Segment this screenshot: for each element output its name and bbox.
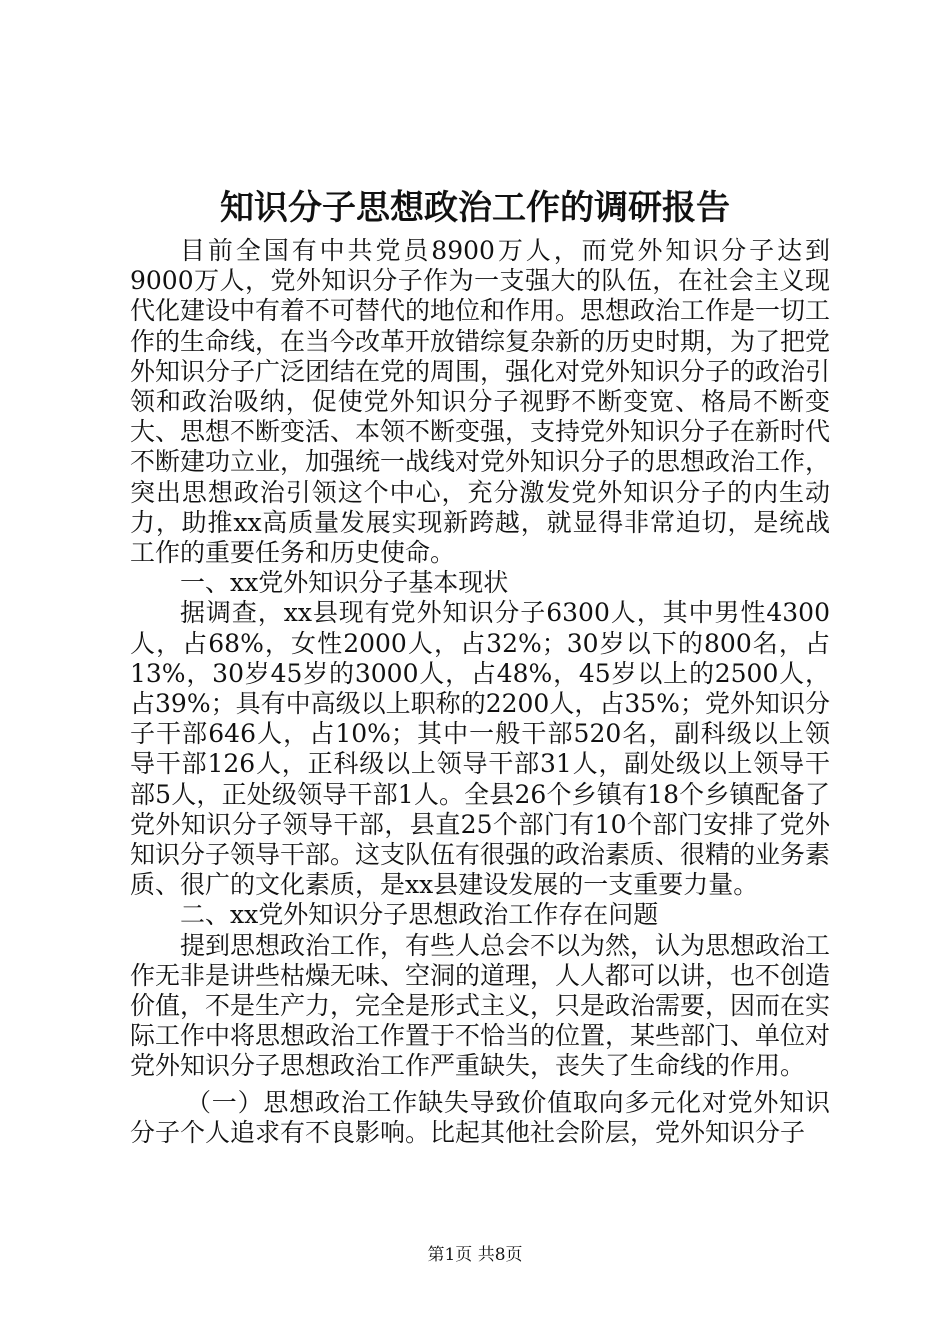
document-body	[130, 236, 830, 1148]
subsection-1-paragraph: （一）思想政治工作缺失导致价值取向多元化对党外知识分子个人追求有不良影响。比起其他社会阶层，党外知识分子	[130, 1087, 830, 1147]
section-2-heading: 二、xx党外知识分子思想政治工作存在问题	[180, 900, 659, 930]
intro-paragraph: 目前全国有中共党员8900万人，而党外知识分子达到9000万人，党外知识分子作为一支强大的队伍，在社会主义现代化建设中有着不可替代的地位和作用。思想政治工作是一切工作的生命线，在当今改革开放错综复杂新的历史时期，为了把党外知识分子广泛团结在党的周围，强化对党外知识分子的政治引领和政治吸纳，促使党外知识分子视野不断变宽、格局不断变大、思想不断变活、本领不断变强，支持党外知识分子在新时代不断建功立业，加强统一战线对党外知识分子的思想政治工作，突出思想政治引领这个中心，充分激发党外知识分子的内生动力，助推xx高质量发展实现新跨越，就显得非常迫切，是统战工作的重要任务和历史使命。	[130, 236, 831, 568]
page-footer: 第1页 共8页	[427, 1245, 523, 1265]
section-1-heading: 一、xx党外知识分子基本现状	[180, 568, 509, 598]
section-2-paragraph: 提到思想政治工作，有些人总会不以为然，认为思想政治工作无非是讲些枯燥无味、空洞的道理，人人都可以讲，也不创造价值，不是生产力，完全是形式主义，只是政治需要，因而在实际工作中将思想政治工作置于不恰当的位置，某些部门、单位对党外知识分子思想政治工作严重缺失，丧失了生命线的作用。	[130, 930, 831, 1081]
document-title: 知识分子思想政治工作的调研报告	[220, 188, 730, 228]
section-1-paragraph: 据调查，xx县现有党外知识分子6300人，其中男性4300人，占68%，女性2000人，占32%；30岁以下的800名，占13%，30岁45岁的3000人，占48%，45岁以上的2500人，占39%；具有中高级以上职称的2200人，占35%；党外知识分子干部646人，占10%；其中一般干部520名，副科级以上领导干部126人，正科级以上领导干部31人，副处级以上领导干部5人，正处级领导干部1人。全县26个乡镇有18个乡镇配备了党外知识分子领导干部，县直25个部门有10个部门安排了党外知识分子领导干部。这支队伍有很强的政治素质、很精的业务素质、很广的文化素质，是xx县建设发展的一支重要力量。	[130, 598, 831, 900]
